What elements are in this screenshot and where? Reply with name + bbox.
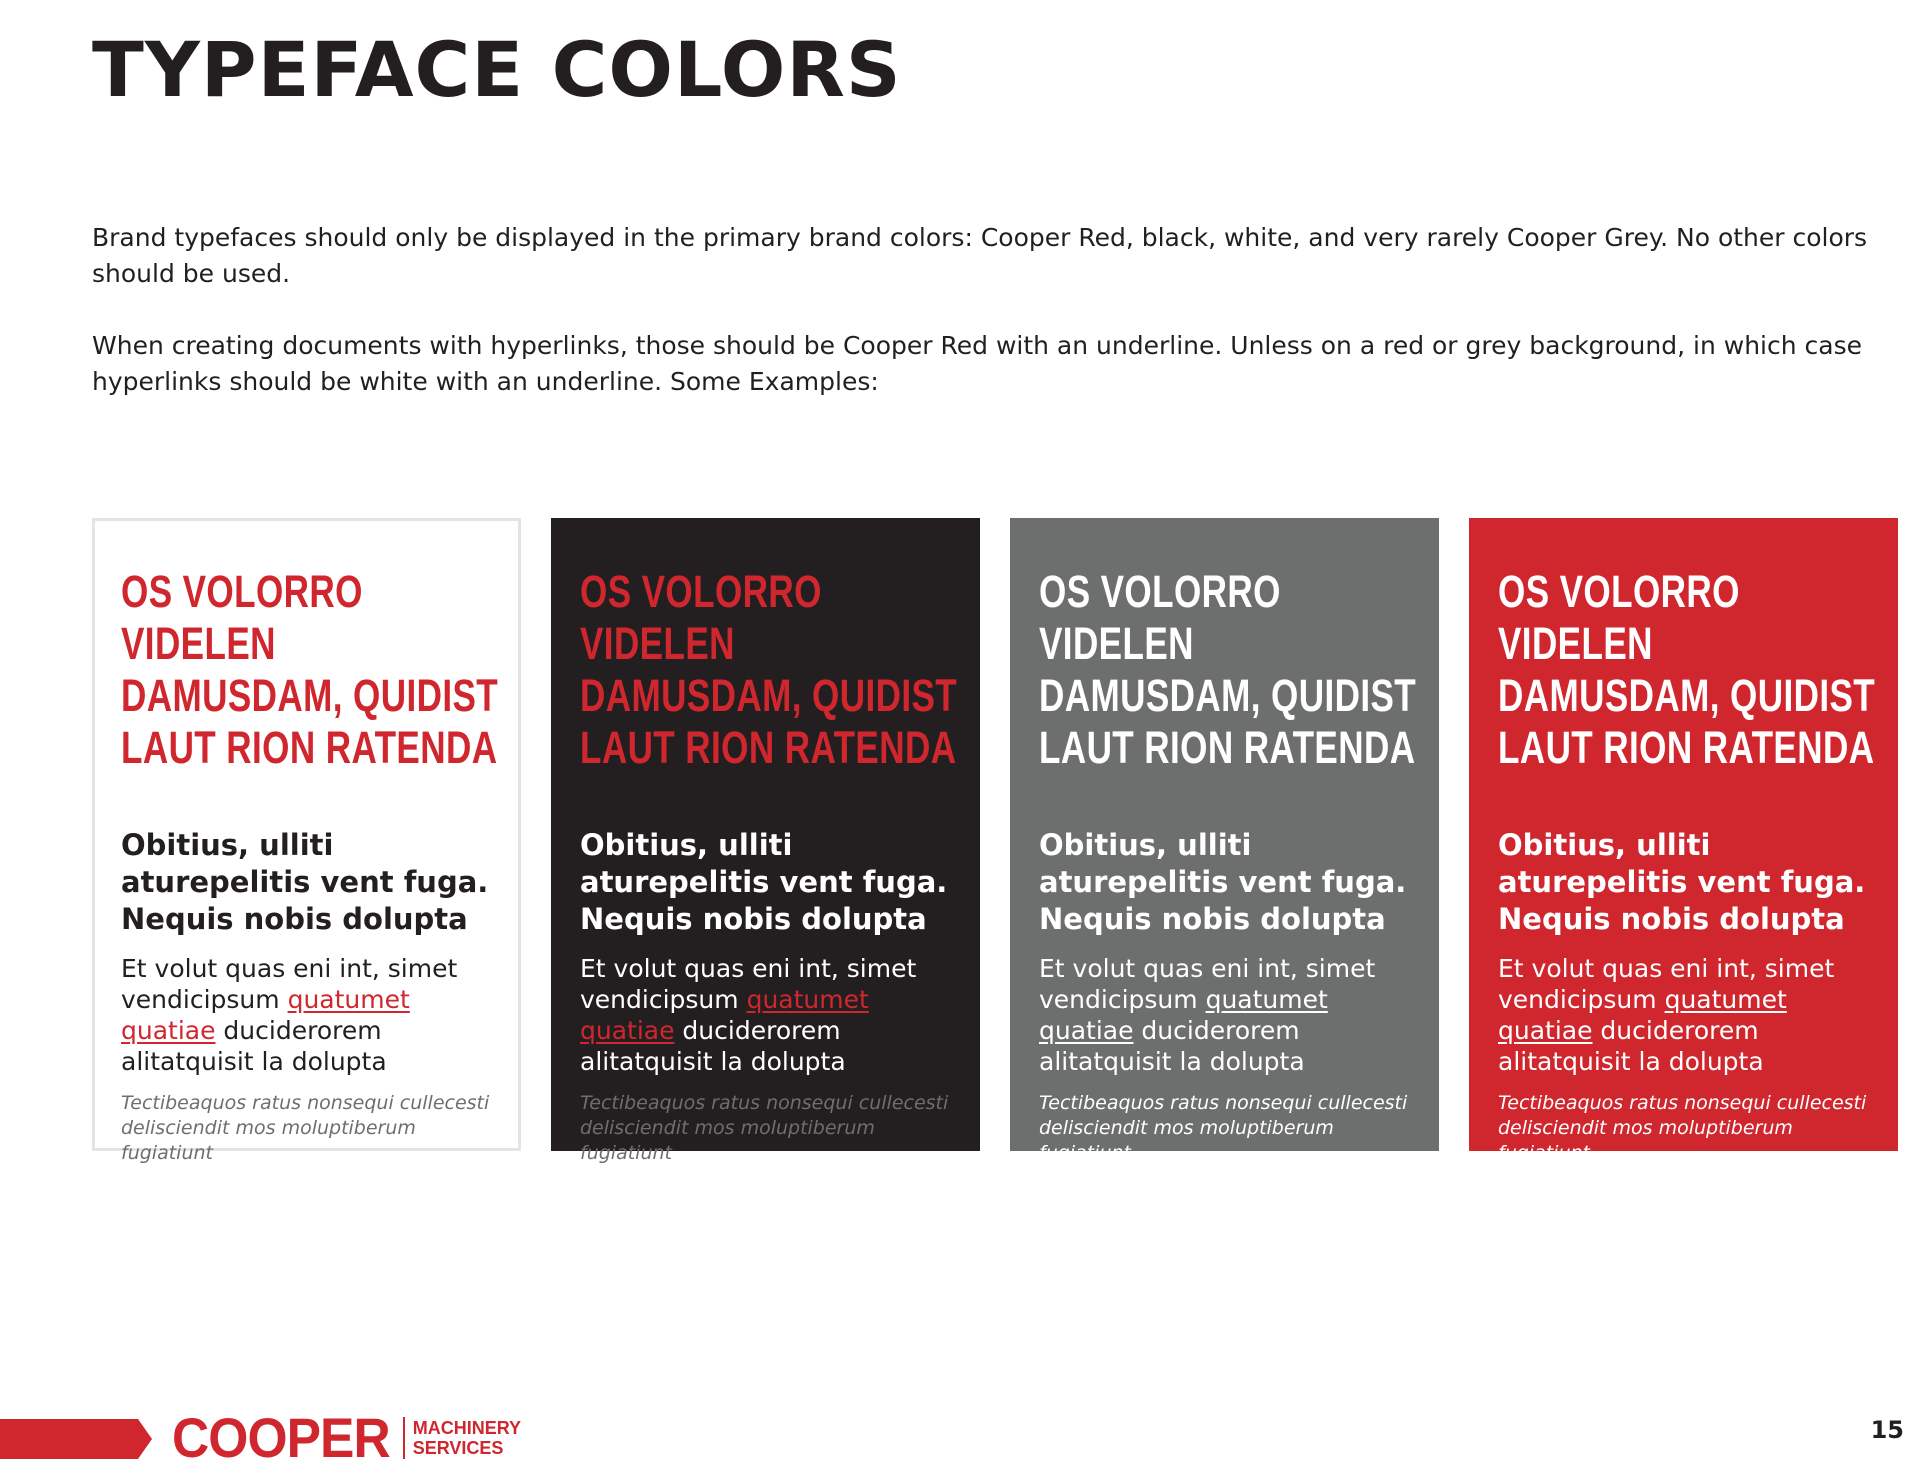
hyperlink[interactable]: quatumet <box>746 985 869 1014</box>
logo-divider <box>403 1417 405 1459</box>
card-subheading: Obitius, ulliti aturepelitis vent fuga. Nequis nobis dolupta <box>580 828 948 936</box>
page-title: TYPEFACE COLORS <box>92 25 902 114</box>
card-caption: Tectibeaquos ratus nonsequi cullecesti delisciendit mos moluptiberum fugiatiunt <box>1498 1092 1867 1164</box>
intro-paragraph: When creating documents with hyperlinks, those should be Cooper Red with an underline. Unless on a red or grey background, in which case hyperlinks should be white with an underline. Some Examples: <box>92 331 1862 396</box>
hyperlink[interactable]: quatiae <box>1498 1016 1593 1045</box>
card-body-text: Et volut quas eni int, simet vendicipsum quatumet quatiae duciderorem alitatquisit la dolupta <box>121 954 458 1076</box>
hyperlink[interactable]: quatumet <box>287 985 410 1014</box>
hyperlink[interactable]: quatiae <box>580 1016 675 1045</box>
card-heading: OS VOLORRO VIDELEN DAMUSDAM, QUIDIST LAUT RION RATENDA <box>580 566 958 773</box>
footer-red-arrow-bar <box>0 1419 152 1459</box>
logo-tagline: MACHINERY SERVICES <box>412 1418 522 1458</box>
page-number: 15 <box>1870 1416 1904 1444</box>
logo-wordmark: COOPER <box>172 1406 390 1469</box>
card-heading: OS VOLORRO VIDELEN DAMUSDAM, QUIDIST LAUT RION RATENDA <box>121 566 499 773</box>
card-caption: Tectibeaquos ratus nonsequi cullecesti delisciendit mos moluptiberum fugiatiunt <box>1039 1092 1408 1164</box>
hyperlink[interactable]: quatiae <box>1039 1016 1134 1045</box>
card-body-text: Et volut quas eni int, simet vendicipsum quatumet quatiae duciderorem alitatquisit la dolupta <box>580 954 917 1076</box>
card-heading: OS VOLORRO VIDELEN DAMUSDAM, QUIDIST LAUT RION RATENDA <box>1039 566 1417 773</box>
intro-text <box>92 220 1882 400</box>
color-example-card-red <box>1469 518 1898 1164</box>
hyperlink[interactable]: quatumet <box>1664 985 1787 1014</box>
color-example-card-black <box>551 518 980 1164</box>
color-example-card-white <box>92 518 521 1164</box>
hyperlink[interactable]: quatumet <box>1205 985 1328 1014</box>
card-subheading: Obitius, ulliti aturepelitis vent fuga. Nequis nobis dolupta <box>1498 828 1866 936</box>
card-body-text: Et volut quas eni int, simet vendicipsum quatumet quatiae duciderorem alitatquisit la dolupta <box>1039 954 1376 1076</box>
card-caption: Tectibeaquos ratus nonsequi cullecesti delisciendit mos moluptiberum fugiatiunt <box>121 1092 490 1164</box>
hyperlink[interactable]: quatiae <box>121 1016 216 1045</box>
card-heading: OS VOLORRO VIDELEN DAMUSDAM, QUIDIST LAUT RION RATENDA <box>1498 566 1876 773</box>
card-caption: Tectibeaquos ratus nonsequi cullecesti delisciendit mos moluptiberum fugiatiunt <box>580 1092 949 1164</box>
card-subheading: Obitius, ulliti aturepelitis vent fuga. Nequis nobis dolupta <box>1039 828 1407 936</box>
intro-paragraph: Brand typefaces should only be displayed in the primary brand colors: Cooper Red, black, white, and very rarely Cooper Grey. No other colors should be used. <box>92 223 1868 288</box>
cooper-logo <box>172 1408 521 1468</box>
card-body-text: Et volut quas eni int, simet vendicipsum quatumet quatiae duciderorem alitatquisit la dolupta <box>1498 954 1835 1076</box>
color-example-card-grey <box>1010 518 1439 1164</box>
card-subheading: Obitius, ulliti aturepelitis vent fuga. Nequis nobis dolupta <box>121 828 489 936</box>
